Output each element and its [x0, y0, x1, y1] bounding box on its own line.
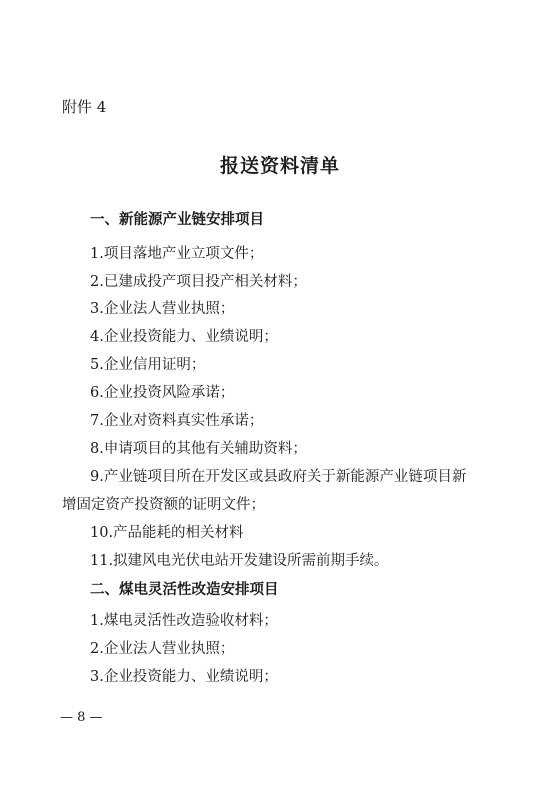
- list-item: 5.企业信用证明；: [90, 357, 206, 373]
- list-item: 11.拟建风电光伏电站开发建设所需前期手续。: [90, 553, 389, 569]
- page-number: — 8 —: [60, 710, 103, 725]
- list-item: 2.已建成投产项目投产相关材料；: [90, 274, 307, 290]
- list-item: 1.项目落地产业立项文件；: [90, 246, 264, 262]
- section-heading-1: 一、新能源产业链安排项目: [90, 212, 264, 228]
- list-item: 9.产业链项目所在开发区或县政府关于新能源产业链项目新: [90, 469, 467, 485]
- list-item: 10.产品能耗的相关材料: [90, 525, 244, 541]
- document-title: 报送资料清单: [219, 155, 340, 177]
- list-item-continuation: 增固定资产投资额的证明文件；: [62, 497, 265, 513]
- list-item: 4.企业投资能力、业绩说明；: [90, 329, 278, 345]
- attachment-label: 附件 4: [62, 98, 107, 116]
- list-item: 7.企业对资料真实性承诺；: [90, 413, 264, 429]
- list-item: 3.企业法人营业执照；: [90, 301, 235, 317]
- list-item: 3.企业投资能力、业绩说明；: [90, 669, 278, 685]
- list-item: 8.申请项目的其他有关辅助资料；: [90, 441, 307, 457]
- list-item: 1.煤电灵活性改造验收材料；: [90, 613, 278, 629]
- section-heading-2: 二、煤电灵活性改造安排项目: [90, 582, 279, 598]
- list-item: 2.企业法人营业执照；: [90, 641, 235, 657]
- list-item: 6.企业投资风险承诺；: [90, 385, 235, 401]
